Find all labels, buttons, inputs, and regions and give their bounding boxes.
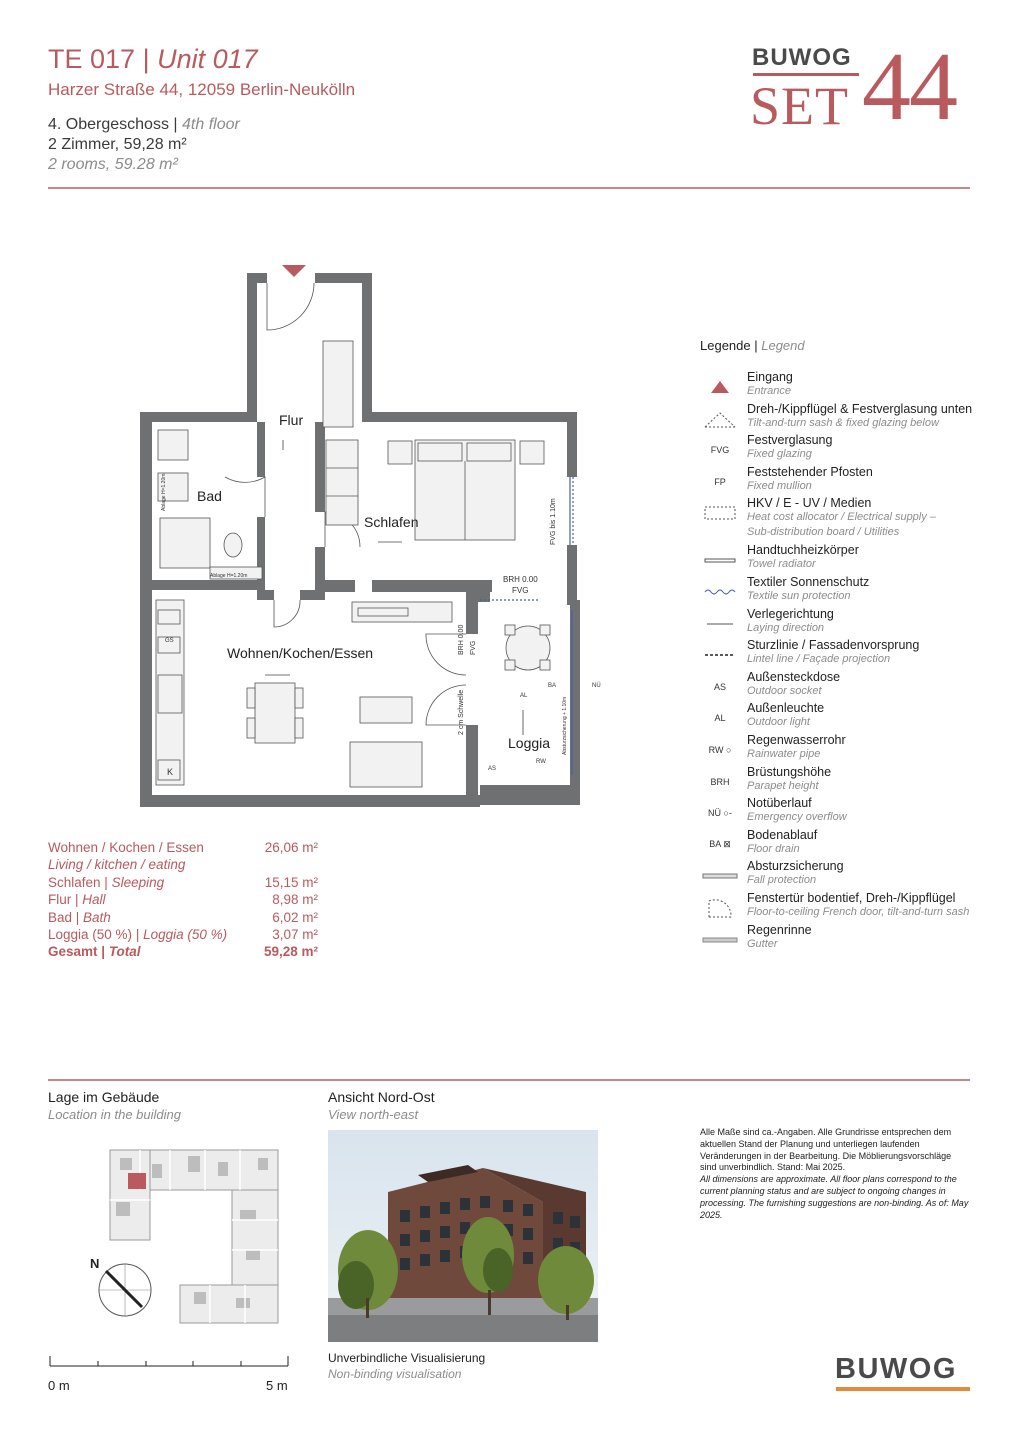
annotation-rw: RW	[536, 759, 546, 765]
laying-direction-icon	[700, 612, 740, 636]
disclaimer-de: Alle Maße sind ca.-Angaben. Alle Grundrisse entsprechen dem aktuellen Stand der Planung und unterliegen laufenden Veränderungen in der Bearbeitung. Die Möblierungsvorschläge sind unverbindlich. Stand: Mai 2025.	[700, 1127, 952, 1173]
disclaimer	[700, 1127, 970, 1221]
unit-location-marker	[128, 1173, 146, 1189]
french-door-icon	[700, 896, 740, 920]
logo-brand: BUWOG	[752, 44, 852, 71]
legend-item: HKV / E - UV / Medien Heat cost allocator / Electrical supply – Sub-distribution board / Utilities	[700, 499, 990, 546]
legend-item: Sturzlinie / Fassadenvorsprung Lintel line / Façade projection	[700, 641, 990, 673]
rooms-info-en: 2 rooms, 59.28 m²	[48, 156, 178, 173]
fixed-glazing-icon: FVG	[710, 445, 730, 456]
tilt-turn-sash-icon	[700, 407, 740, 431]
legend-item: Absturzsicherung Fall protection	[700, 862, 990, 894]
visualisation-caption-de: Unverbindliche Visualisierung	[328, 1351, 486, 1365]
location-title: Lage im Gebäude	[48, 1089, 160, 1105]
area-row: Flur | Hall 8,98 m²	[48, 892, 318, 908]
legend-item: Dreh-/Kippflügel & Festverglasung unten Tilt-and-turn sash & fixed glazing below	[700, 405, 990, 437]
header-divider	[48, 187, 970, 189]
building-visualisation	[328, 1130, 598, 1342]
legend-item: BA ⊠ Bodenablauf Floor drain	[700, 831, 990, 863]
compass-icon	[99, 1264, 151, 1316]
floor-info: 4. Obergeschoss | 4th floor	[48, 116, 240, 133]
compass-north-label: N	[90, 1256, 100, 1271]
room-label-wohnen: Wohnen/Kochen/Essen	[227, 645, 374, 661]
logo-number: 44	[862, 33, 956, 141]
scale-bar	[48, 1352, 298, 1397]
area-row-sub: Living / kitchen / eating	[48, 857, 186, 873]
room-label-loggia: Loggia	[508, 735, 551, 751]
legend-item: Textiler Sonnenschutz Textile sun protection	[700, 578, 990, 610]
annotation-brh: BRH 0.00	[503, 575, 538, 584]
gutter-icon	[700, 928, 740, 952]
legend-item: Fenstertür bodentief, Dreh-/Kippflügel Floor-to-ceiling French door, tilt-and-turn sash	[700, 894, 990, 926]
scale-end-label: 5 m	[266, 1378, 288, 1393]
area-row: Loggia (50 %) | Loggia (50 %) 3,07 m²	[48, 926, 318, 942]
utilities-icon	[700, 501, 740, 525]
footer-logo-bar	[836, 1387, 970, 1391]
annotation-brh-vert: BRH 0.00	[458, 624, 465, 655]
annotation-ablage: Ablage H=1.20m	[210, 573, 248, 579]
floor-drain-icon: BA ⊠	[709, 839, 731, 850]
legend-item: Handtuchheizkörper Towel radiator	[700, 546, 990, 578]
building-site-plan	[90, 1140, 290, 1340]
disclaimer-en: All dimensions are approximate. All floor plans correspond to the current planning status and are subject to ongoing changes in processing. The furnishing suggestions are non-binding. As of: May 2025.	[700, 1174, 969, 1220]
legend-item: AS Außensteckdose Outdoor socket	[700, 673, 990, 705]
outdoor-light-icon: AL	[714, 713, 726, 724]
room-label-bad: Bad	[197, 488, 222, 504]
annotation-gs: GS	[165, 638, 174, 644]
annotation-al: AL	[520, 693, 528, 699]
fall-protection-icon	[700, 864, 740, 888]
area-row: Wohnen / Kochen / Essen 26,06 m²	[48, 840, 318, 855]
annotation-k: K	[167, 767, 174, 777]
fixed-mullion-icon: FP	[714, 476, 726, 487]
legend-item: Eingang Entrance	[700, 373, 990, 405]
view-title: Ansicht Nord-Ost	[328, 1089, 435, 1105]
lintel-line-icon	[700, 643, 740, 667]
annotation-absturz: Absturzsicherung + 1.10m	[562, 696, 568, 755]
annotation-ablage-vert: Ablage H=1.20m	[161, 473, 167, 511]
scale-start-label: 0 m	[48, 1378, 70, 1393]
rainwater-pipe-icon: RW ○	[708, 744, 732, 755]
area-table	[48, 840, 318, 962]
legend-item: Verlegerichtung Laying direction	[700, 610, 990, 642]
annotation-fvg: FVG	[512, 586, 529, 595]
room-label-flur: Flur	[279, 412, 304, 428]
entrance-triangle-icon	[700, 375, 740, 399]
annotation-fvg-side: FVG bis 1.10m	[550, 498, 557, 545]
area-row: Bad | Bath 6,02 m²	[48, 909, 318, 925]
sun-protection-icon	[700, 580, 740, 604]
furniture	[156, 341, 550, 787]
legend-item: FVG Festverglasung Fixed glazing	[700, 436, 990, 468]
emergency-overflow-icon: NÜ ○-	[708, 808, 732, 819]
towel-radiator-icon	[700, 548, 740, 572]
legend-item: BRH Brüstungshöhe Parapet height	[700, 768, 990, 800]
annotation-schwelle: 2 cm Schwelle	[458, 689, 465, 735]
annotation-ba: BA	[548, 683, 557, 689]
area-row: Schlafen | Sleeping 15,15 m²	[48, 874, 318, 890]
entrance-icon	[282, 265, 306, 277]
page-title: TE 017 | Unit 017	[48, 44, 258, 74]
address: Harzer Straße 44, 12059 Berlin-Neukölln	[48, 80, 356, 99]
annotation-fvg-vert: FVG	[470, 640, 477, 655]
area-total-row: Gesamt | Total 59,28 m²	[48, 944, 318, 960]
bottom-divider	[48, 1079, 970, 1081]
logo-set: SET	[750, 76, 850, 136]
visualisation-caption-en: Non-binding visualisation	[328, 1367, 462, 1381]
legend-item: RW ○ Regenwasserrohr Rainwater pipe	[700, 736, 990, 768]
legend-item: NÜ ○- Notüberlauf Emergency overflow	[700, 799, 990, 831]
legend-title: Legende | Legend	[700, 338, 805, 353]
parapet-height-icon: BRH	[710, 776, 730, 787]
outdoor-socket-icon: AS	[713, 681, 726, 692]
legend-item: AL Außenleuchte Outdoor light	[700, 704, 990, 736]
footer-logo: BUWOG	[835, 1353, 957, 1385]
legend-item: FP Feststehender Pfosten Fixed mullion	[700, 468, 990, 500]
annotation-nu: NÜ	[592, 683, 601, 689]
floor-plan	[130, 255, 620, 815]
legend	[700, 338, 990, 957]
annotation-as: AS	[488, 766, 497, 772]
rooms-info-de: 2 Zimmer, 59,28 m²	[48, 136, 187, 153]
location-subtitle: Location in the building	[48, 1107, 181, 1122]
view-subtitle: View north-east	[328, 1107, 419, 1122]
room-label-schlafen: Schlafen	[364, 514, 419, 530]
legend-item: Regenrinne Gutter	[700, 926, 990, 958]
